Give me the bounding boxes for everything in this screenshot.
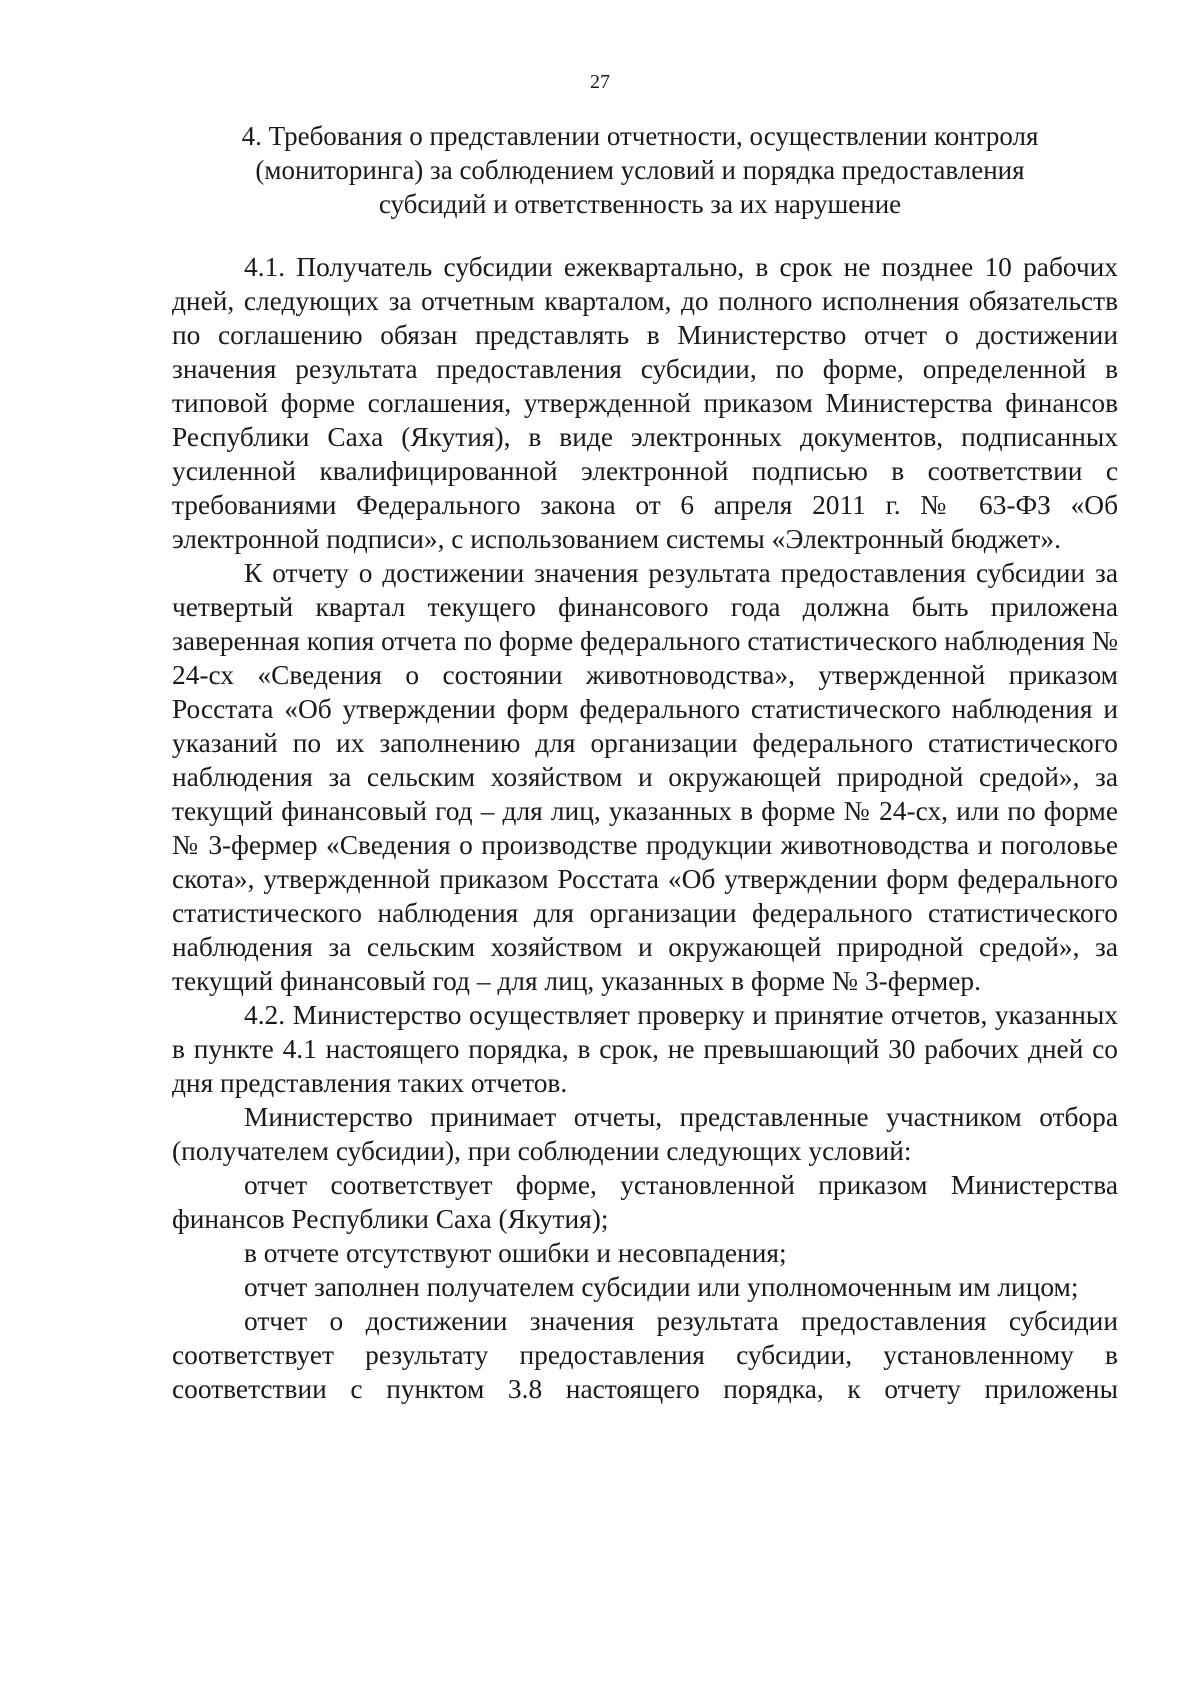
section-title-line: субсидий и ответственность за их нарушение (378, 189, 902, 219)
page-number: 27 (590, 71, 610, 93)
paragraph-condition-result: отчет о достижении значения результата предоставления субсидии соответствует результату предоставления субсидии, установленному в соответствии с пунктом 3.8 настоящего порядка, к отчету приложены (172, 1306, 1118, 1404)
section-title-line: 4. Требования о представлении отчетности, осуществлении контроля (241, 121, 1039, 151)
section-title (160, 119, 1120, 221)
paragraph-condition-filled-by: отчет заполнен получателем субсидии или уполномоченным им лицом; (244, 1272, 1079, 1302)
body-text (172, 250, 1118, 1406)
paragraph-q4-report-attachments: К отчету о достижении значения результата предоставления субсидии за четвертый квартал текущего финансового года должна быть приложена заверенная копия отчета по форме федерального статистического наблюдения № 24-сх «Сведения о состоянии животноводства», утвержденной приказом Росстата «Об утверждении форм федерального статистического наблюдения и указаний по их заполнению для организации федерального статистического наблюдения за сельским хозяйством и окружающей природной средой», за текущий финансовый год – для лиц, указанных в форме № 24-сх, или по форме № 3-фермер «Сведения о производстве продукции животноводства и поголовье скота», утвержденной приказом Росстата «Об утверждении форм федерального статистического наблюдения для организации федерального статистического наблюдения за сельским хозяйством и окружающей природной средой», за текущий финансовый год – для лиц, указанных в форме № 3-фермер. (172, 558, 1118, 996)
paragraph-4-2: 4.2. Министерство осуществляет проверку и принятие отчетов, указанных в пункте 4.1 настоящего порядка, в срок, не превышающий 30 рабочих дней со дня представления таких отчетов. (172, 1000, 1118, 1098)
paragraph-condition-form: отчет соответствует форме, установленной приказом Министерства финансов Республики Саха (Якутия); (172, 1170, 1118, 1234)
paragraph-acceptance-conditions: Министерство принимает отчеты, представленные участником отбора (получателем субсидии), при соблюдении следующих условий: (172, 1102, 1118, 1166)
paragraph-4-1: 4.1. Получатель субсидии ежеквартально, в срок не позднее 10 рабочих дней, следующих за отчетным кварталом, до полного исполнения обязательств по соглашению обязан представлять в Министерство отчет о достижении значения результата предоставления субсидии, по форме, определенной в типовой форме соглашения, утвержденной приказом Министерства финансов Республики Саха (Якутия), в виде электронных документов, подписанных усиленной квалифицированной электронной подписью в соответствии с требованиями Федерального закона от 6 апреля 2011 г. № 63-ФЗ «Об электронной подписи», с использованием системы «Электронный бюджет». (172, 252, 1118, 554)
paragraph-condition-no-errors: в отчете отсутствуют ошибки и несовпадения; (244, 1238, 787, 1268)
section-title-line: (мониторинга) за соблюдением условий и порядка предоставления (255, 155, 1025, 185)
